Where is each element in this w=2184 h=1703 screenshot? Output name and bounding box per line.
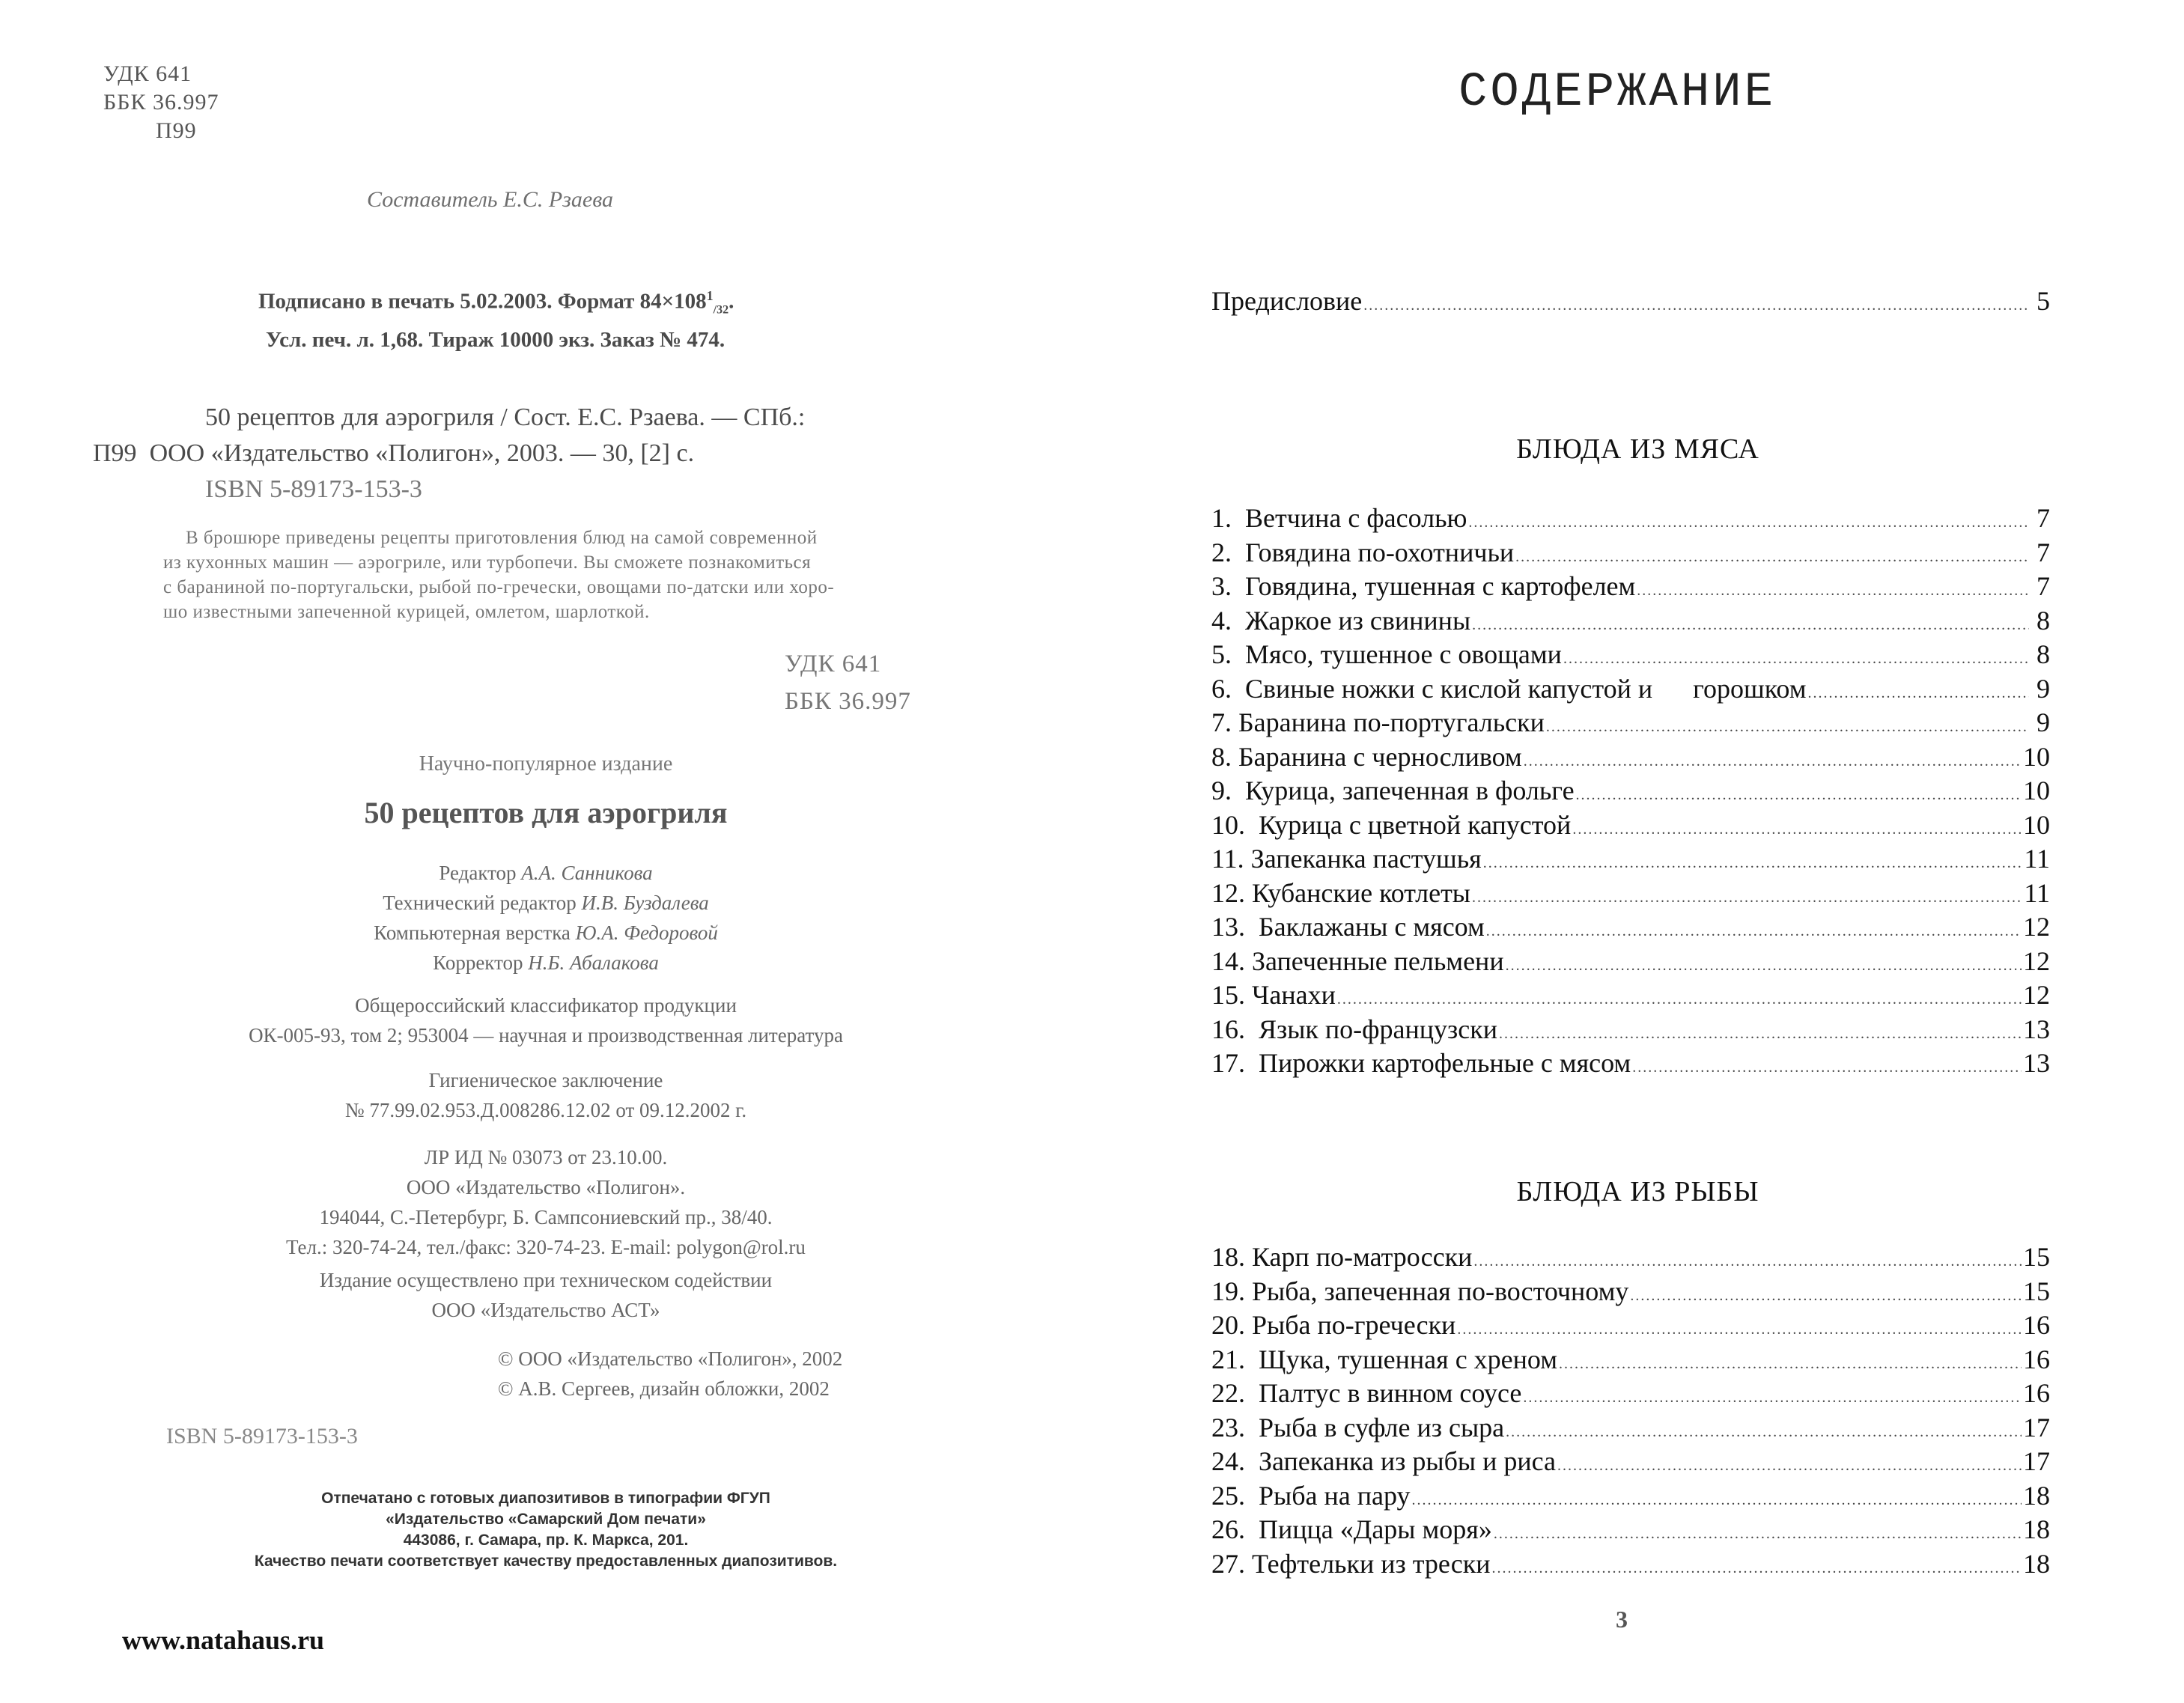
toc-entry[interactable]: 16. Язык по-французски ..... 13	[1211, 1013, 2050, 1047]
toc-entry[interactable]: 24. Запеканка из рыбы и риса ..... 17	[1211, 1445, 2050, 1479]
annotation-line: В брошюре приведены рецепты приготовления блюд на самой современной	[186, 528, 818, 548]
compiler-credit: Составитель Е.С. Рзаева	[367, 187, 614, 212]
hygiene-certificate: Гигиеническое заключение № 77.99.02.953.Д.008286.12.02 от 09.12.2002 г.	[344, 1069, 747, 1121]
udk-block	[103, 60, 219, 145]
toc-entry[interactable]: 26. Пицца «Дары моря» ..... 18	[1211, 1513, 2050, 1547]
staff-tech-editor: Технический редактор И.В. Буздалева	[383, 892, 709, 914]
right-page	[1092, 0, 2184, 1703]
toc-entry[interactable]: 13. Баклажаны с мясом ..... 12	[1211, 910, 2050, 945]
toc-entry[interactable]: 21. Щука, тушенная с хреном ..... 16	[1211, 1343, 2050, 1377]
preface-list	[1211, 284, 2050, 319]
edition-type: Научно-популярное издание	[419, 752, 673, 776]
toc-entry-preface[interactable]: Предисловие ..... 5	[1211, 284, 2050, 319]
toc-entry[interactable]: 8. Баранина с черносливом ..... 10	[1211, 740, 2050, 775]
toc-entry[interactable]: 25. Рыба на пару ..... 18	[1211, 1479, 2050, 1514]
toc-entry[interactable]: 10. Курица с цветной капустой ..... 10	[1211, 808, 2050, 843]
toc-list-meat	[1211, 502, 2050, 1081]
contents-title: СОДЕРЖАНИЕ	[1458, 66, 1777, 120]
catalog-index: П99	[93, 439, 137, 467]
toc-entry[interactable]: 20. Рыба по-гречески ..... 16	[1211, 1309, 2050, 1343]
toc-entry[interactable]: 27. Тефтельки из трески ..... 18	[1211, 1547, 2050, 1582]
product-classifier: Общероссийский классификатор продукции ОК-005-93, том 2; 953004 — научная и производственная литература	[249, 994, 843, 1047]
website-link[interactable]: www.natahaus.ru	[122, 1625, 325, 1655]
annotation-line: с бараниной по-португальски, рыбой по-гречески, овощами по-датски или хоро-	[163, 577, 835, 597]
toc-list-fish	[1211, 1240, 2050, 1581]
author-mark: П99	[156, 118, 197, 143]
page-number: 3	[1616, 1606, 1628, 1633]
toc-entry[interactable]: 4. Жаркое из свинины ..... 8	[1211, 604, 2050, 639]
signed-to-print	[258, 281, 734, 355]
isbn-bottom: ISBN 5-89173-153-3	[166, 1424, 358, 1448]
udk-code: УДК 641	[785, 651, 882, 677]
catalog-line-1: 50 рецептов для аэрогриля / Сост. Е.С. Рзаева. — СПб.:	[205, 403, 806, 431]
toc-entry[interactable]: 7. Баранина по-португальски ..... 9	[1211, 706, 2050, 740]
udk-code: УДК 641	[103, 61, 192, 86]
toc-entry[interactable]: 1. Ветчина с фасолью ..... 7	[1211, 502, 2050, 536]
staff-editor: Редактор А.А. Санникова	[439, 862, 653, 884]
toc-entry[interactable]: 19. Рыба, запеченная по-восточному ..... 15	[1211, 1275, 2050, 1309]
catalog-line-2: ООО «Издательство «Полигон», 2003. — 30, [2] с.	[149, 439, 695, 467]
toc-entry[interactable]: 23. Рыба в суфле из сыра ..... 17	[1211, 1411, 2050, 1445]
toc-entry[interactable]: 17. Пирожки картофельные с мясом ..... 13	[1211, 1047, 2050, 1081]
toc-entry[interactable]: 22. Палтус в винном соусе ..... 16	[1211, 1377, 2050, 1411]
toc-entry[interactable]: 14. Запеченные пельмени ..... 12	[1211, 945, 2050, 979]
toc-entry[interactable]: 11. Запеканка пастушья ..... 11	[1211, 842, 2050, 877]
toc-entry[interactable]: 15. Чанахи ..... 12	[1211, 978, 2050, 1013]
signed-line-1: Подписано в печать 5.02.2003. Формат $84\times 108^1_{/32}$.	[258, 288, 734, 317]
catalog-entry	[93, 400, 805, 508]
annotation	[163, 525, 834, 624]
catalog-isbn: ISBN 5-89173-153-3	[205, 475, 422, 503]
publisher-info: ЛР ИД № 03073 от 23.10.00. ООО «Издательство «Полигон». 194044, С.-Петербург, Б. Сампсониевский пр., 38/40. Тел.: 320-74-24, тел./факс: 320-74-23. E-mail: polygon@rol.ru	[286, 1146, 806, 1258]
staff-proofreader: Корректор Н.Б. Абалакова	[433, 951, 659, 974]
technical-support: Издание осуществлено при техническом содействии ООО «Издательство АСТ»	[319, 1269, 773, 1321]
toc-entry[interactable]: 12. Кубанские котлеты ..... 11	[1211, 877, 2050, 911]
signed-line-2: Усл. печ. л. 1,68. Тираж 10000 экз. Заказ № 474.	[266, 328, 726, 353]
annotation-line: шо известными запеченной курицей, омлетом, шарлоткой.	[163, 602, 650, 622]
toc-entry[interactable]: 2. Говядина по-охотничьи ..... 7	[1211, 536, 2050, 570]
staff-layout: Компьютерная верстка Ю.А. Федоровой	[374, 921, 718, 944]
toc-entry[interactable]: 9. Курица, запеченная в фольге ..... 10	[1211, 774, 2050, 808]
toc-entry[interactable]: 6. Свиные ножки с кислой капустой и горошком ..... 9	[1211, 672, 2050, 707]
staff-list	[0, 858, 1092, 978]
section-heading-meat: БЛЮДА ИЗ МЯСА	[1516, 433, 1759, 465]
udk-right-block	[785, 645, 911, 720]
printer-info: Отпечатано с готовых диапозитивов в типографии ФГУП «Издательство «Самарский Дом печати» 443086, г. Самара, пр. К. Маркса, 201. Качество печати соответствует качеству предоставленных диапозитивов.	[254, 1490, 838, 1570]
copyright: © ООО «Издательство «Полигон», 2002 © А.В. Сергеев, дизайн обложки, 2002	[498, 1347, 843, 1400]
toc-entry[interactable]: 18. Карп по-матросски ..... 15	[1211, 1240, 2050, 1275]
bbk-code: ББК 36.997	[785, 688, 911, 715]
toc-entry[interactable]: 3. Говядина, тушенная с картофелем ..... 7	[1211, 570, 2050, 604]
bbk-code: ББК 36.997	[103, 90, 219, 115]
book-title: 50 рецептов для аэрогриля	[364, 796, 728, 829]
annotation-line: из кухонных машин — аэрогриле, или турбопечи. Вы сможете познакомиться	[163, 552, 812, 573]
toc-entry[interactable]: 5. Мясо, тушенное с овощами ..... 8	[1211, 638, 2050, 672]
section-heading-fish: БЛЮДА ИЗ РЫБЫ	[1516, 1176, 1759, 1207]
